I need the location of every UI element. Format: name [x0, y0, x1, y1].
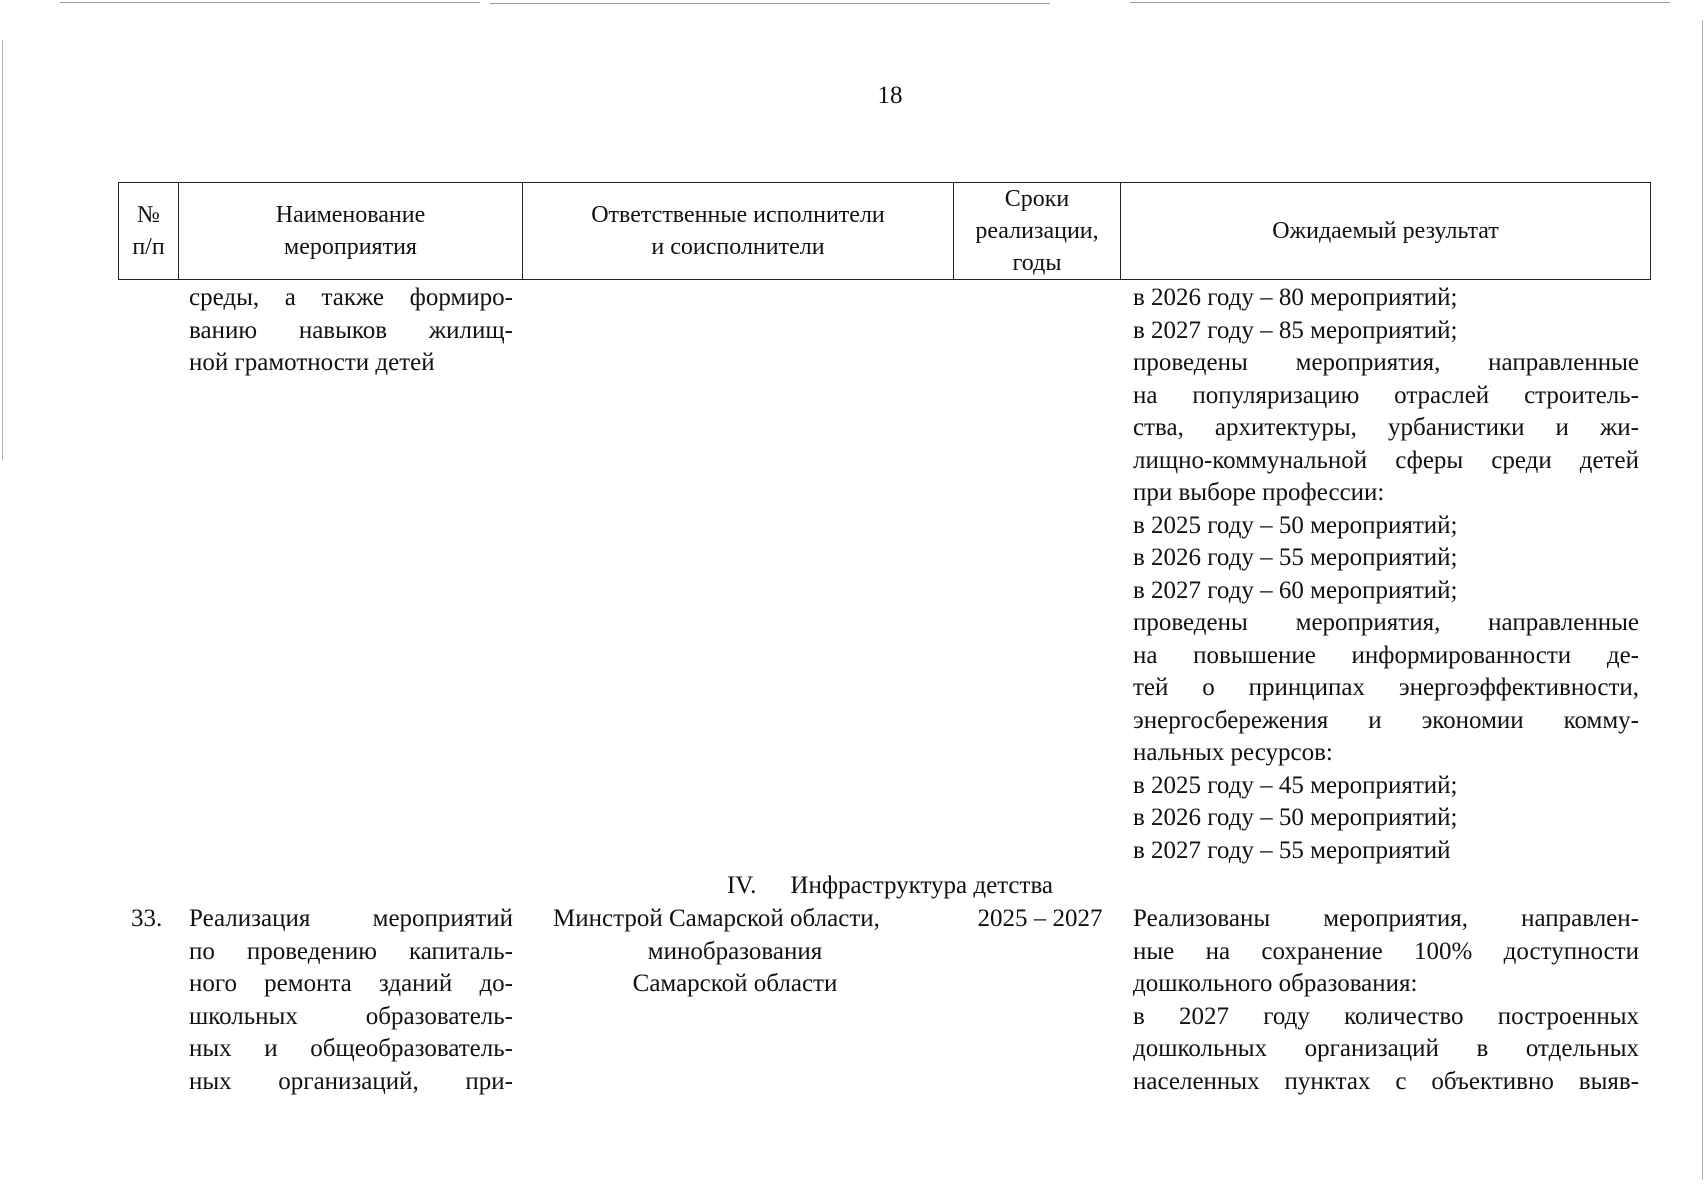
- row-responsible-cell: [525, 903, 945, 1001]
- scan-artifact: [1130, 2, 1670, 3]
- text-line: в 2027 году количество построенных: [1133, 1002, 1639, 1030]
- text-line: нальных ресурсов:: [1133, 739, 1333, 766]
- text-line: ства, архитектуры, урбанистики и жи-: [1133, 414, 1639, 441]
- scan-artifact: [490, 3, 1050, 4]
- text-line: дошкольного образования:: [1133, 970, 1418, 997]
- header-responsible: [523, 183, 954, 280]
- text-line: ного ремонта зданий до-: [189, 970, 513, 997]
- text-line: в 2027 году – 55 мероприятий: [1133, 836, 1451, 864]
- header-result: [1121, 183, 1651, 280]
- text-line: ные на сохранение 100% доступности: [1133, 937, 1639, 965]
- row-years-cell: 2025 – 2027: [977, 905, 1103, 932]
- text-line: энергосбережения и экономии комму-: [1133, 706, 1639, 734]
- section-title: Инфраструктура детства: [790, 872, 1054, 899]
- text-line: в 2027 году – 60 мероприятий;: [1133, 576, 1458, 604]
- text-line: в 2025 году – 50 мероприятий;: [1133, 511, 1458, 539]
- table-header: [118, 182, 1651, 280]
- header-terms-text: Сроки реализации, годы: [975, 186, 1099, 276]
- page-number: 18: [877, 82, 903, 109]
- text-line: проведены мероприятия, направленные: [1133, 609, 1639, 636]
- text-line: дошкольных организаций в отдельных: [1133, 1035, 1639, 1062]
- text-line: ных организаций, при-: [189, 1067, 513, 1095]
- header-name-text: Наименование мероприятия: [275, 202, 426, 260]
- continued-name-cell: [189, 282, 513, 380]
- text-line: тей о принципах энергоэффективности,: [1133, 674, 1639, 701]
- text-line: проведены мероприятия, направленные: [1133, 349, 1639, 376]
- header-number-text: № п/п: [132, 202, 165, 260]
- header-terms: [954, 183, 1121, 280]
- section-heading: [0, 870, 1706, 902]
- scan-artifact: [1702, 20, 1703, 1180]
- section-number: IV.: [726, 872, 757, 899]
- header-responsible-text: Ответственные исполнители и соисполнители: [591, 202, 885, 260]
- text-line: в 2026 году – 55 мероприятий;: [1133, 544, 1458, 571]
- text-line: ной грамотности детей: [189, 349, 435, 376]
- scan-artifact: [60, 2, 480, 3]
- text-line: ванию навыков жилищ-: [189, 316, 513, 344]
- text-line: лищно-коммунальной сферы среди детей: [1133, 446, 1639, 474]
- header-name: [179, 183, 523, 280]
- text-line: школьных образователь-: [189, 1002, 513, 1030]
- header-result-text: Ожидаемый результат: [1272, 218, 1499, 244]
- text-line: ных и общеобразователь-: [189, 1035, 513, 1062]
- text-line: Реализованы мероприятия, направлен-: [1133, 905, 1639, 932]
- text-line: на повышение информированности де-: [1133, 641, 1639, 669]
- row-number: 33.: [131, 905, 163, 932]
- text-line: в 2026 году – 50 мероприятий;: [1133, 804, 1458, 831]
- header-number: [119, 183, 179, 280]
- text-line: Минстрой Самарской области,: [553, 905, 880, 932]
- text-line: Самарской области: [632, 970, 838, 997]
- row-result-cell: [1133, 903, 1639, 1098]
- text-line: при выборе профессии:: [1133, 479, 1385, 506]
- text-line: в 2025 году – 45 мероприятий;: [1133, 771, 1458, 799]
- text-line: в 2027 году – 85 мероприятий;: [1133, 316, 1458, 344]
- text-line: в 2026 году – 80 мероприятий;: [1133, 284, 1458, 311]
- text-line: населенных пунктах с объективно выяв-: [1133, 1067, 1639, 1095]
- text-line: на популяризацию отраслей строитель-: [1133, 381, 1639, 409]
- continued-result-cell: [1133, 282, 1639, 867]
- row-name-cell: [189, 903, 513, 1098]
- text-line: среды, а также формиро-: [189, 284, 513, 311]
- text-line: по проведению капиталь-: [189, 937, 513, 965]
- text-line: минобразования: [647, 937, 823, 965]
- text-line: Реализация мероприятий: [189, 905, 513, 932]
